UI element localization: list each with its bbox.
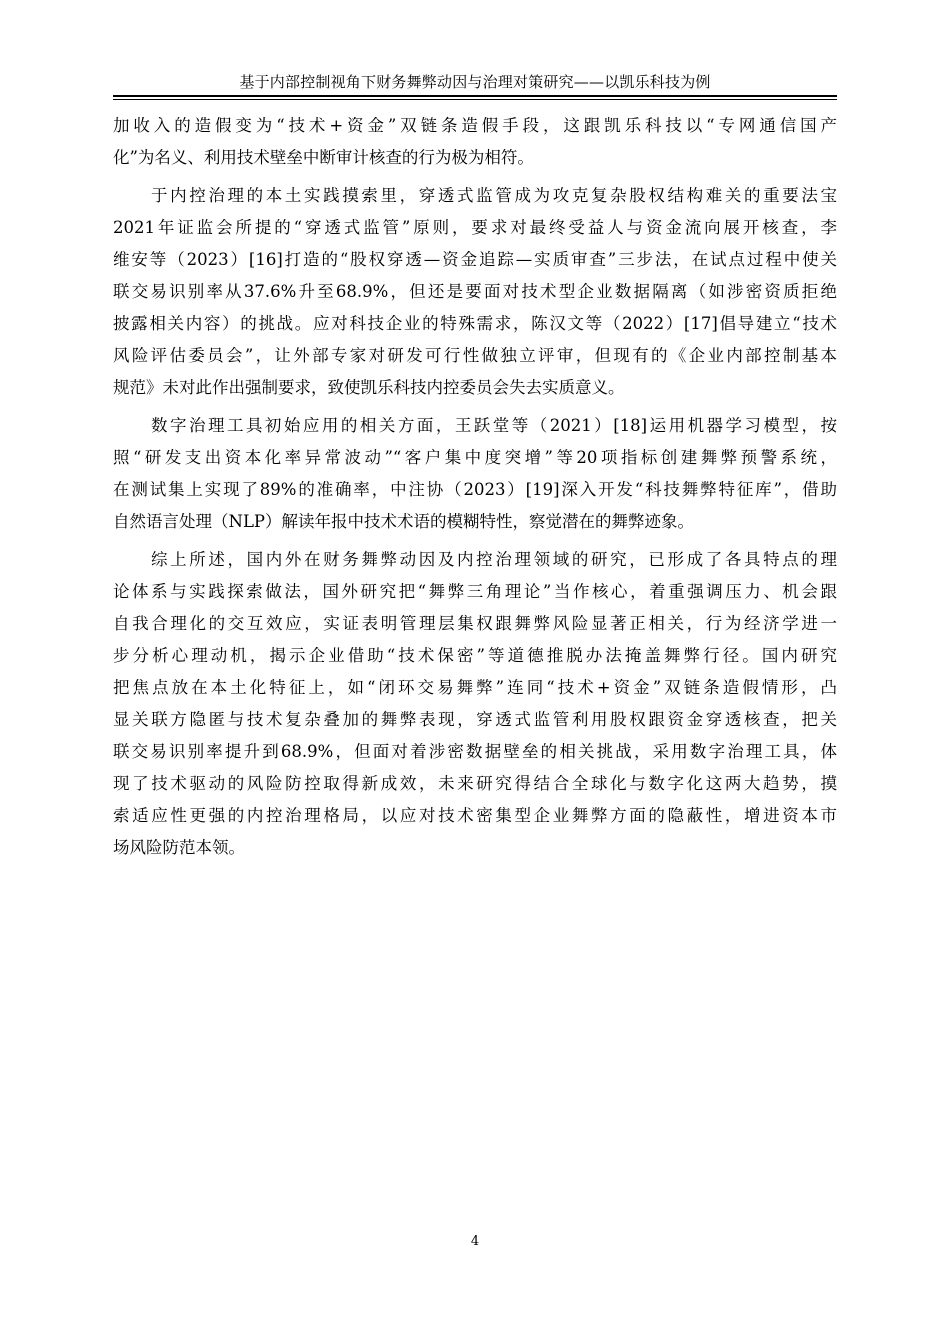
text-line: 索适应性更强的内控治理格局，以应对技术密集型企业舞弊方面的隐蔽性，增进资本市	[113, 806, 837, 825]
text-line: 披露相关内容）的挑战。应对科技企业的特殊需求，陈汉文等（2022）[17]倡导建立“技术	[113, 314, 837, 333]
text-line: 联交易识别率从37.6%升至68.9%，但还是要面对技术型企业数据隔离（如涉密资质拒绝	[113, 282, 837, 301]
paragraph	[113, 110, 837, 174]
text-line: 自然语言处理（NLP）解读年报中技术术语的模糊特性，察觉潜在的舞弊迹象。	[113, 512, 694, 531]
text-line: 场风险防范本领。	[113, 838, 245, 857]
text-line: 步分析心理动机，揭示企业借助“技术保密”等道德推脱办法掩盖舞弊行径。国内研究	[113, 646, 837, 665]
text-line: 论体系与实践探索做法，国外研究把“舞弊三角理论”当作核心，着重强调压力、机会跟	[113, 582, 837, 601]
text-line: 综上所述，国内外在财务舞弊动因及内控治理领域的研究，已形成了各具特点的理	[151, 550, 837, 569]
text-line: 联交易识别率提升到68.9%，但面对着涉密数据壁垒的相关挑战，采用数字治理工具，体	[113, 742, 837, 761]
header-rule-thin	[113, 99, 837, 100]
text-line: 规范》未对此作出强制要求，致使凯乐科技内控委员会失去实质意义。	[113, 378, 625, 397]
text-line: 自我合理化的交互效应，实证表明管理层集权跟舞弊风险显著正相关，行为经济学进一	[113, 614, 837, 633]
header-rule-thick	[113, 95, 837, 97]
text-line: 现了技术驱动的风险防控取得新成效，未来研究得结合全球化与数字化这两大趋势，摸	[113, 774, 837, 793]
paragraph	[113, 410, 837, 538]
page-header-title: 基于内部控制视角下财务舞弊动因与治理对策研究——以凯乐科技为例	[239, 73, 711, 91]
text-line: 2021年证监会所提的“穿透式监管”原则，要求对最终受益人与资金流向展开核查，李	[113, 218, 837, 237]
page-number: 4	[470, 1234, 480, 1249]
paragraph	[113, 544, 837, 864]
text-line: 照“研发支出资本化率异常波动”“客户集中度突增”等20项指标创建舞弊预警系统，	[113, 448, 837, 467]
text-line: 加收入的造假变为“技术+资金”双链条造假手段，这跟凯乐科技以“专网通信国产	[113, 116, 837, 135]
body-text	[113, 110, 837, 864]
text-line: 维安等（2023）[16]打造的“股权穿透—资金追踪—实质审查”三步法，在试点过程中使关	[113, 250, 837, 269]
text-line: 数字治理工具初始应用的相关方面，王跃堂等（2021）[18]运用机器学习模型，按	[151, 416, 837, 435]
paragraph	[113, 180, 837, 404]
text-line: 显关联方隐匿与技术复杂叠加的舞弊表现，穿透式监管利用股权跟资金穿透核查，把关	[113, 710, 837, 729]
text-line: 把焦点放在本土化特征上，如“闭环交易舞弊”连同“技术+资金”双链条造假情形，凸	[113, 678, 837, 697]
text-line: 在测试集上实现了89%的准确率，中注协（2023）[19]深入开发“科技舞弊特征库”，借助	[113, 480, 837, 499]
text-line: 风险评估委员会”，让外部专家对研发可行性做独立评审，但现有的《企业内部控制基本	[113, 346, 837, 365]
text-line: 化”为名义、利用技术壁垒中断审计核查的行为极为相符。	[113, 148, 534, 167]
text-line: 于内控治理的本土实践摸索里，穿透式监管成为攻克复杂股权结构难关的重要法宝	[151, 186, 837, 205]
